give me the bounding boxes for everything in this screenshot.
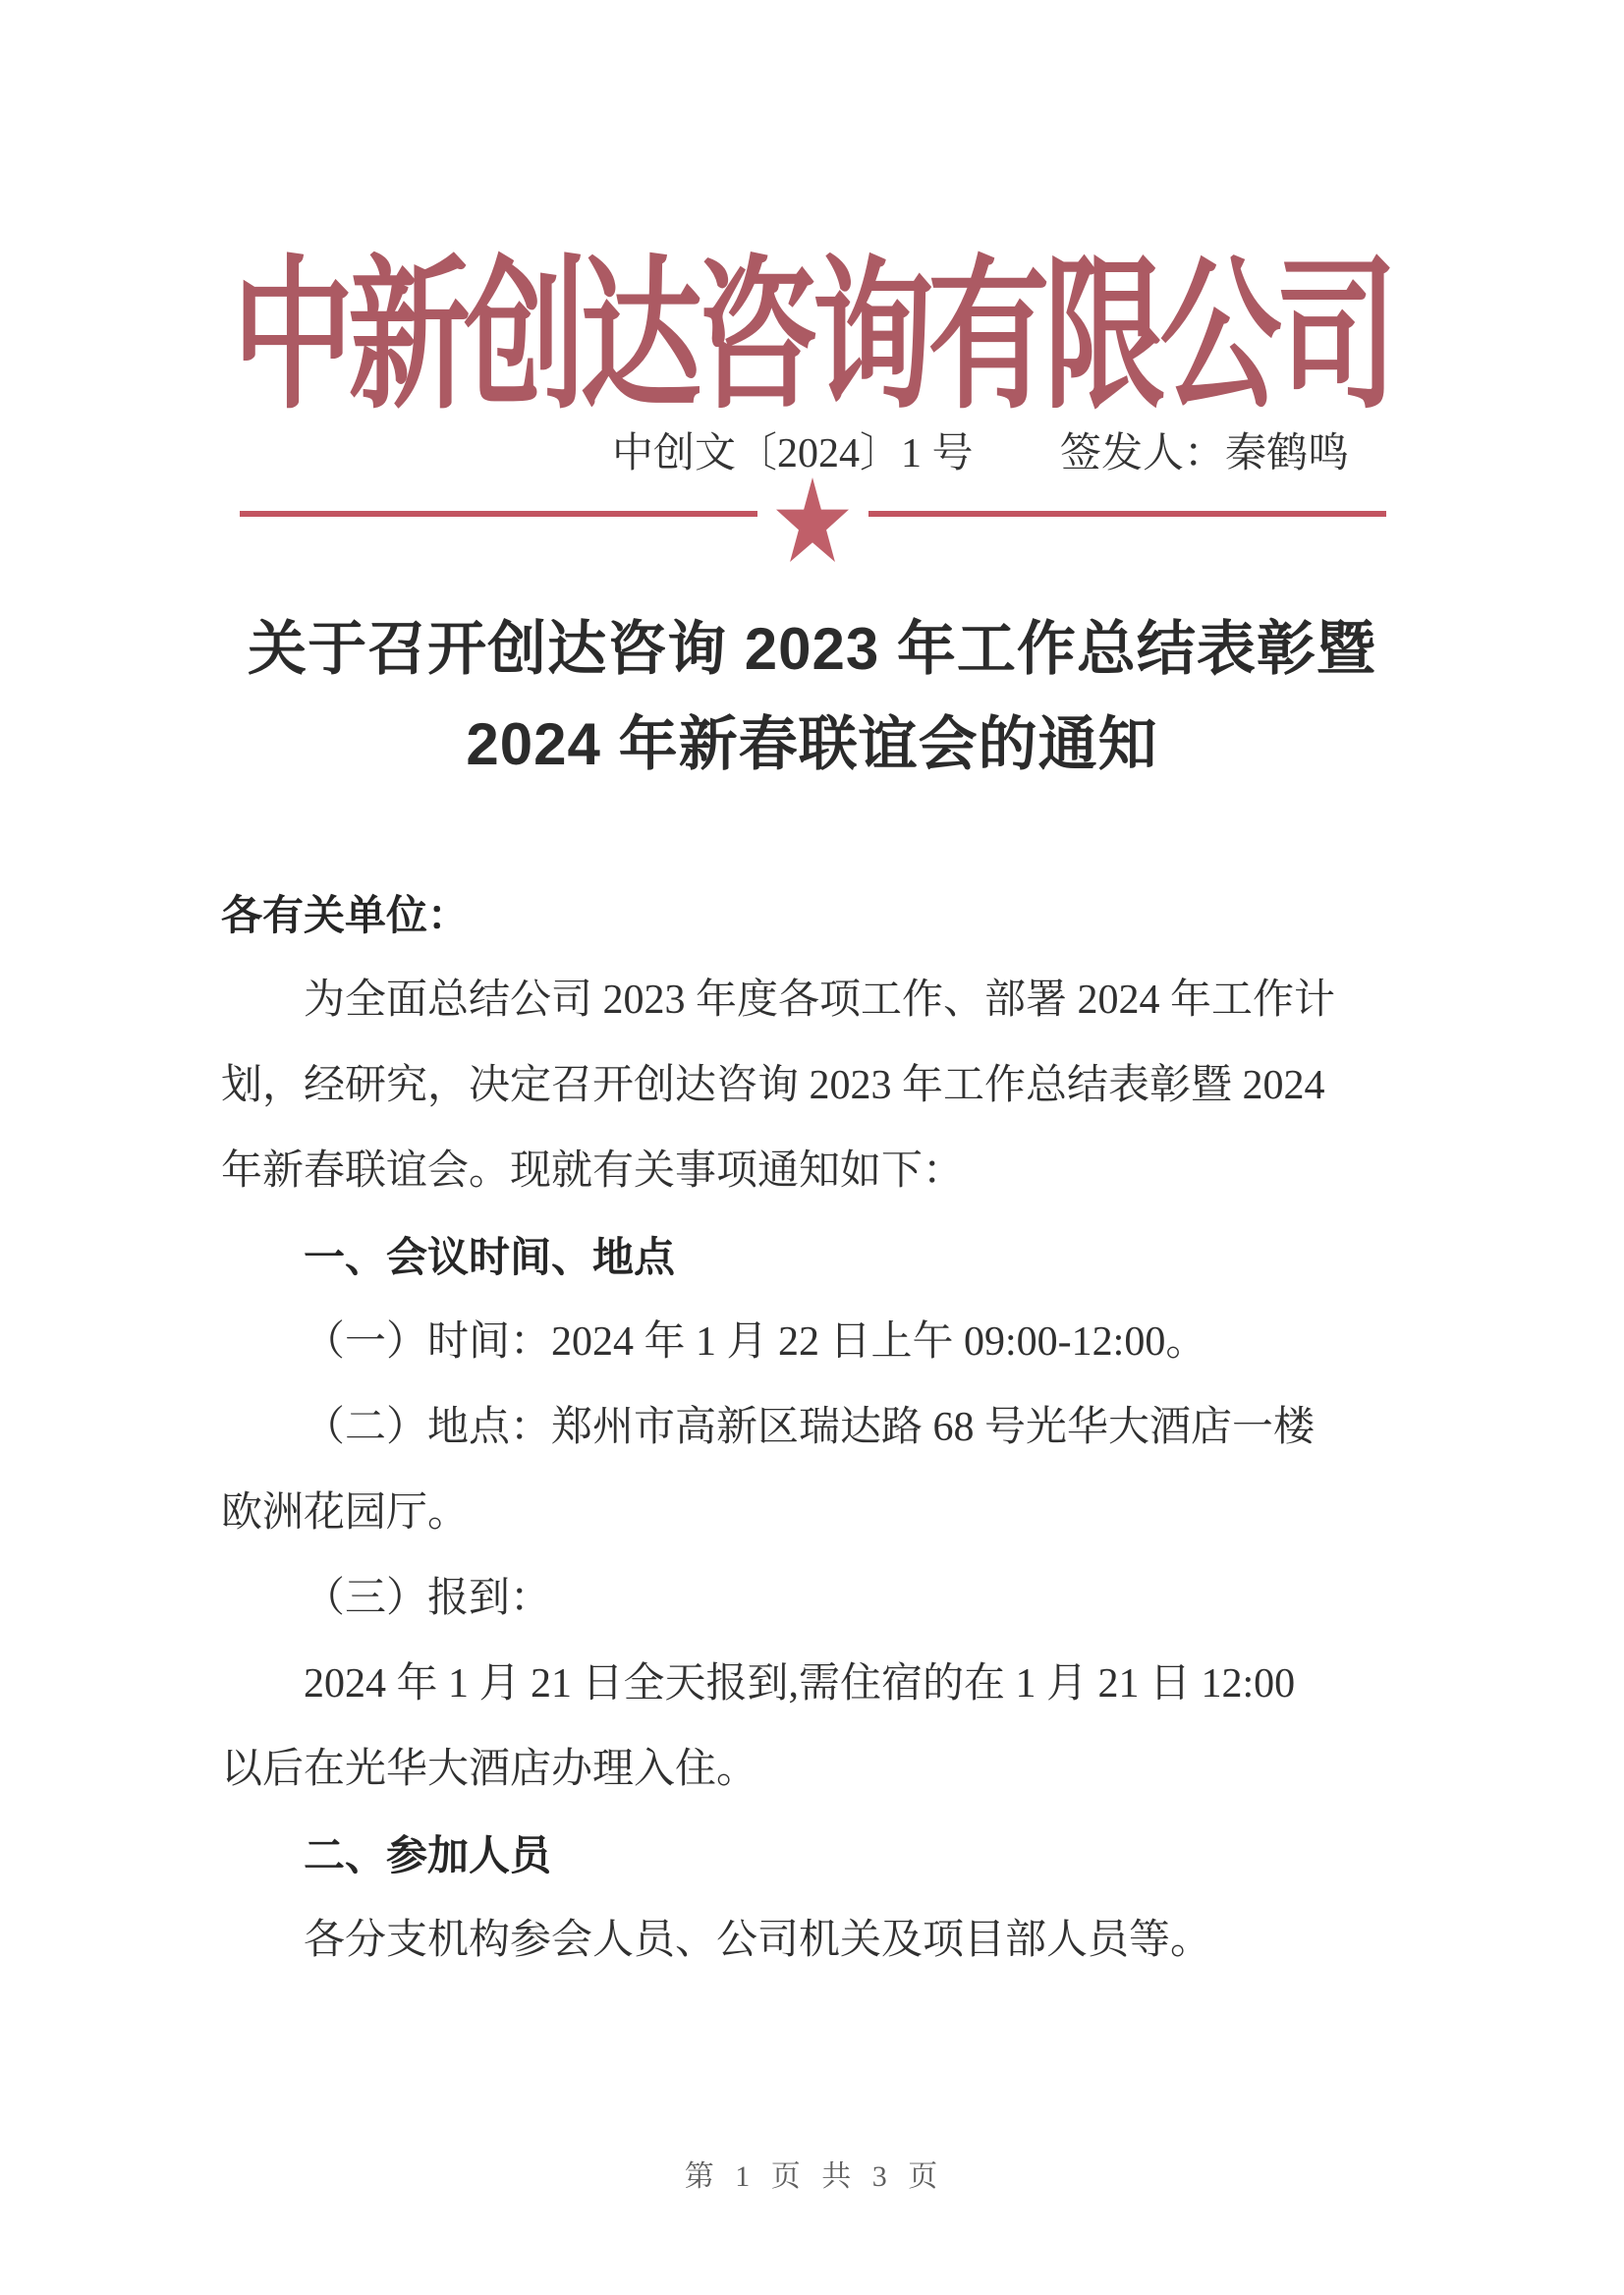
body-line: （二）地点：郑州市高新区瑞达路 68 号光华大酒店一楼: [304, 1405, 1316, 1450]
page-number-footer: 第 1 页 共 3 页: [684, 2160, 940, 2193]
document-title: [0, 601, 1624, 792]
body-line: 年新春联谊会。现就有关事项通知如下：: [221, 1148, 965, 1194]
body-line: 2024 年 1 月 21 日全天报到,需住宿的在 1 月 21 日 12:00: [304, 1661, 1296, 1707]
body-line-salutation: 各有关单位：: [221, 892, 470, 938]
body-line: 各分支机构参会人员、公司机关及项目部人员等。: [304, 1918, 1212, 1963]
body-line: （一）时间：2024 年 1 月 22 日上午 09:00-12:00。: [304, 1319, 1207, 1365]
document-number: 中创文〔2024〕1 号: [612, 431, 974, 476]
body-heading-1: 一、会议时间、地点: [304, 1234, 676, 1280]
red-divider-left: [240, 511, 757, 517]
red-divider-right: [868, 511, 1386, 517]
document-title-line1: 关于召开创达咨询 2023 年工作总结表彰暨: [248, 616, 1376, 682]
document-title-line2: 2024 年新春联谊会的通知: [466, 711, 1158, 777]
body-line: 划，经研究，决定召开创达咨询 2023 年工作总结表彰暨 2024: [221, 1063, 1325, 1108]
letterhead-company-name: 中新创达咨询有限公司: [232, 247, 1392, 428]
docnum-row: [0, 420, 1624, 476]
body-line: 以后在光华大酒店办理入住。: [221, 1747, 758, 1792]
body-line: 为全面总结公司 2023 年度各项工作、部署 2024 年工作计: [304, 978, 1336, 1023]
body-heading-2: 二、参加人员: [304, 1832, 552, 1878]
red-star-icon: [776, 477, 849, 562]
document-body: [221, 872, 1410, 1984]
body-line: （三）报到：: [304, 1576, 552, 1621]
body-line: 欧洲花园厅。: [221, 1490, 470, 1536]
issuer-line: 签发人：秦鹤鸣: [1060, 431, 1350, 476]
